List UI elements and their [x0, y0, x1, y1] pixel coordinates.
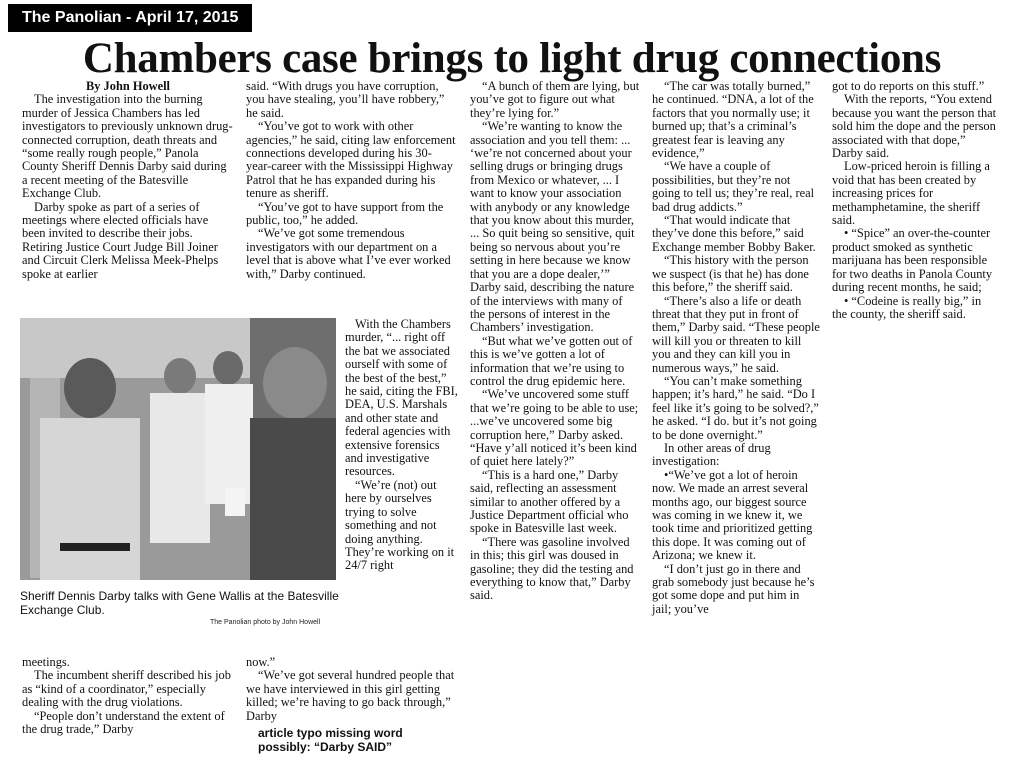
column-1-continued: [22, 656, 237, 736]
paragraph: With the reports, “You extend because you want the person that sold him the dope and the person associated with that dope,” Darby said.: [832, 92, 997, 161]
paragraph: “We’ve got some tremendous investigators with our department on a level that is above what I’ve ever worked with,” Darby continued.: [246, 226, 451, 281]
photo-credit: The Panolian photo by John Howell: [210, 619, 321, 626]
paragraph: “That would indicate that they’ve done this before,” said Exchange member Bobby Baker.: [652, 213, 816, 254]
paragraph: “There was gasoline involved in this; this girl was doused in gasoline; they did the testing and everything to know that,” Darby said.: [470, 534, 634, 603]
paragraph: Low-priced heroin is filling a void that has been created by increasing prices for methamphetamine, the sheriff said.: [832, 159, 990, 228]
paragraph: “A bunch of them are lying, but you’ve got to figure out what they’re lying for.”: [470, 79, 640, 120]
paragraph: meetings.: [22, 655, 70, 669]
column-5: [832, 80, 997, 321]
paragraph: Darby spoke as part of a series of meetings where elected officials have been invited to describe their jobs. Retiring Justice Court Judge Bill Joiner and Circuit Clerk Melissa Meek-Phelps spoke at earlier: [22, 199, 219, 281]
paragraph: got to do reports on this stuff.”: [832, 79, 985, 93]
paragraph: “The car was totally burned,” he continued. “DNA, a lot of the factors that you normally use; it burned up; that’s a criminal’s greatest fear is leaving any evidence,”: [652, 79, 814, 161]
paragraph: With the Chambers murder, “... right off the bat we associated ourself with some of the best of the best,” he said, citing the FBI, DEA, U.S. Marshals and other state and federal agencies with extensive forensics and investigative resources.: [345, 317, 458, 479]
paragraph: In other areas of drug investigation:: [652, 440, 771, 469]
paragraph: “People don’t understand the extent of the drug trade,” Darby: [22, 708, 225, 737]
photo-caption: Sheriff Dennis Darby talks with Gene Wallis at the Batesville Exchange Club.: [20, 589, 339, 617]
paragraph: “We’re wanting to know the association and you tell them: ... ‘we’re not concerned about your selling drugs or bringing drugs from Mexico or whatever, ... I want to know your association with anybody or any knowledge that you know about this murder, ... So quit being so sensitive, quit being so nervous about you’re setting in here because we know that you are a dope dealer,’” Darby said, describing the nature of the interviews with many of the persons of interest in the Chambers’ investigation.: [470, 119, 635, 335]
column-3: [470, 80, 640, 603]
column-2-continued: [246, 656, 456, 723]
paragraph: “We’ve got several hundred people that we have interviewed in this girl getting killed; we’re having to go back through,” Darby: [246, 668, 455, 723]
paragraph: “We’re (not) out here by ourselves trying to solve something and not doing anything. They’re working on it 24/7 right: [345, 477, 455, 573]
column-2: [246, 80, 456, 281]
paragraph: “We have a couple of possibilities, but they’re not going to tell us; they’re real, real bad drug addicts.”: [652, 159, 815, 214]
masthead: The Panolian - April 17, 2015: [8, 4, 252, 32]
headline: Chambers case brings to light drug connections: [82, 35, 942, 82]
column-4: [652, 80, 820, 616]
column-1: [22, 80, 234, 281]
article-photo: [20, 318, 336, 580]
paragraph: “We’ve uncovered some stuff that we’re going to be able to use; ...we’ve uncovered some big corruption here,” Darby asked. “Have y’all noticed it’s been kind of quiet here lately?”: [470, 387, 639, 469]
paragraph: said. “With drugs you have corruption, you have stealing, you’ll have robbery,” he said.: [246, 79, 445, 120]
paragraph: “But what we’ve gotten out of this is we’ve gotten a lot of information that we’re using to control the drug epidemic here.: [470, 333, 633, 388]
paragraph: The investigation into the burning murder of Jessica Chambers has led investigators to previously unknown drug-connected corruption, death threats and “some really rough people,” Panola County Sheriff Dennis Darby said during a recent meeting of the Batesville Exchange Club.: [22, 92, 233, 201]
paragraph: “This history with the person we suspect (is that he) has done this before,” the sheriff said.: [652, 253, 809, 295]
paragraph: • “Spice” an over-the-counter product smoked as synthetic marijuana has been responsible for two deaths in Panola County during recent months, he said;: [832, 226, 993, 295]
paragraph: •“We’ve got a lot of heroin now. We made an arrest several months ago, our biggest source was coming in we knew it, we took time and prioritized getting this dope. It was coming out of Arizona; we knew it.: [652, 467, 813, 563]
paragraph: “This is a hard one,” Darby said, reflecting an assessment similar to another offered by a Justice Department official who spoke in Batesville last week.: [470, 467, 629, 536]
paragraph: “There’s also a life or death threat that they put in front of them,” Darby said. “These people will kill you or threaten to kill you and they can kill you in numerous ways,” he said.: [652, 293, 820, 375]
paragraph: “You’ve got to have support from the public, too,” he added.: [246, 199, 444, 228]
byline: By John Howell: [86, 79, 170, 93]
paragraph: “You’ve got to work with other agencies,” he said, citing law enforcement connections developed during his 30-year-career with the Mississippi Highway Patrol that he has expanded during his tenure as sheriff.: [246, 119, 456, 201]
typo-note: article typo missing word possibly: “Darby SAID”: [258, 726, 403, 754]
column-2-wrap: [345, 318, 460, 573]
paragraph: now.”: [246, 655, 276, 669]
paragraph: The incumbent sheriff described his job as “kind of a coordinator,” especially dealing with the drug violations.: [22, 668, 231, 710]
paragraph: “You can’t make something happen; it’s hard,” he said. “Do I feel like it’s going to be solved?,” he asked. “I do. but it’s not going to be done overnight.”: [652, 373, 819, 442]
paragraph: • “Codeine is really big,” in the county, the sheriff said.: [832, 293, 982, 321]
paragraph: “I don’t just go in there and grab somebody just because he’s got some dope and put him in jail; you’ve: [652, 561, 815, 616]
